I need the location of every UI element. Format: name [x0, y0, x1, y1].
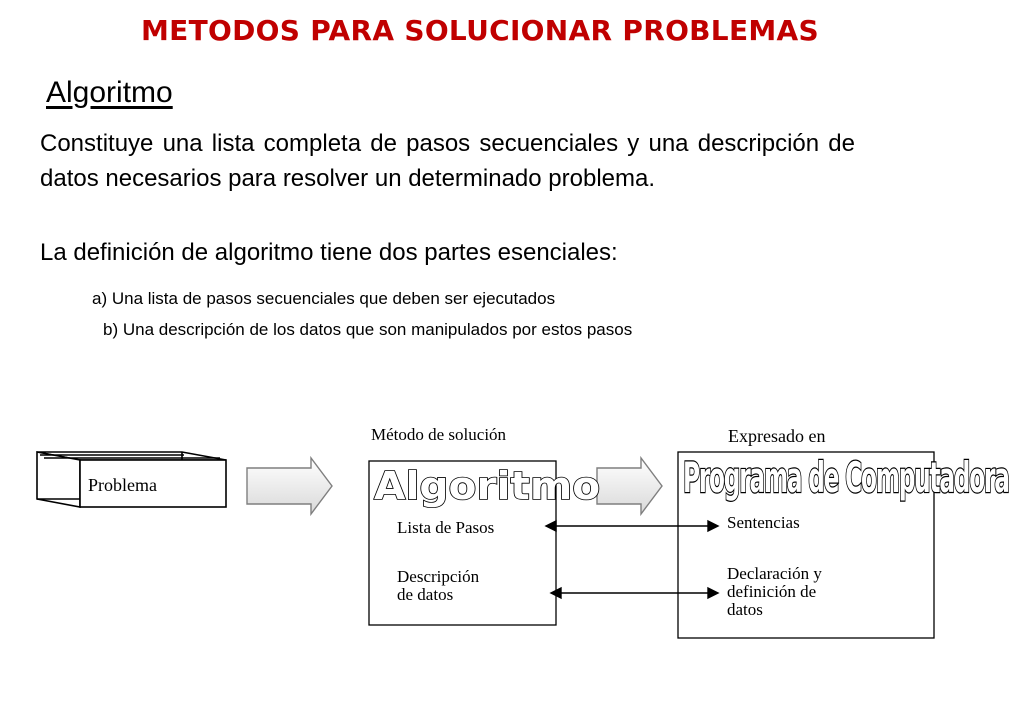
algorithm-steps: Lista de Pasos	[397, 518, 495, 537]
program-statements: Sentencias	[727, 513, 800, 532]
expressed-caption: Expresado en	[728, 426, 826, 446]
problem-label: Problema	[88, 475, 157, 495]
program-decl-line-1: Declaración y	[727, 564, 822, 583]
list-item-b: b) Una descripción de los datos que son manipulados por estos pasos	[103, 320, 633, 339]
program-declarations	[727, 565, 822, 619]
program-decl-line-2: definición de	[727, 582, 817, 601]
method-caption: Método de solución	[371, 425, 507, 444]
page-title: METODOS PARA SOLUCIONAR PROBLEMAS	[141, 14, 819, 47]
algorithm-heading: Algoritmo	[374, 464, 601, 508]
program-heading: Programa de Computadora	[683, 455, 1009, 504]
algorithm-data-line-2: de datos	[397, 585, 454, 604]
section-heading: Algoritmo	[46, 76, 173, 109]
definition-paragraph: Constituye una lista completa de pasos secuenciales y una descripción de datos necesarios para resolver un determinado problema.	[40, 130, 855, 192]
algorithm-data-description	[397, 568, 479, 604]
arrow-to-program	[597, 458, 662, 514]
list-item-a: a) Una lista de pasos secuenciales que deben ser ejecutados	[92, 289, 556, 308]
definition-intro: La definición de algoritmo tiene dos partes esenciales:	[40, 239, 618, 266]
arrow-to-algorithm	[247, 458, 332, 514]
program-decl-line-3: datos	[727, 600, 763, 619]
algorithm-data-line-1: Descripción	[397, 567, 480, 586]
